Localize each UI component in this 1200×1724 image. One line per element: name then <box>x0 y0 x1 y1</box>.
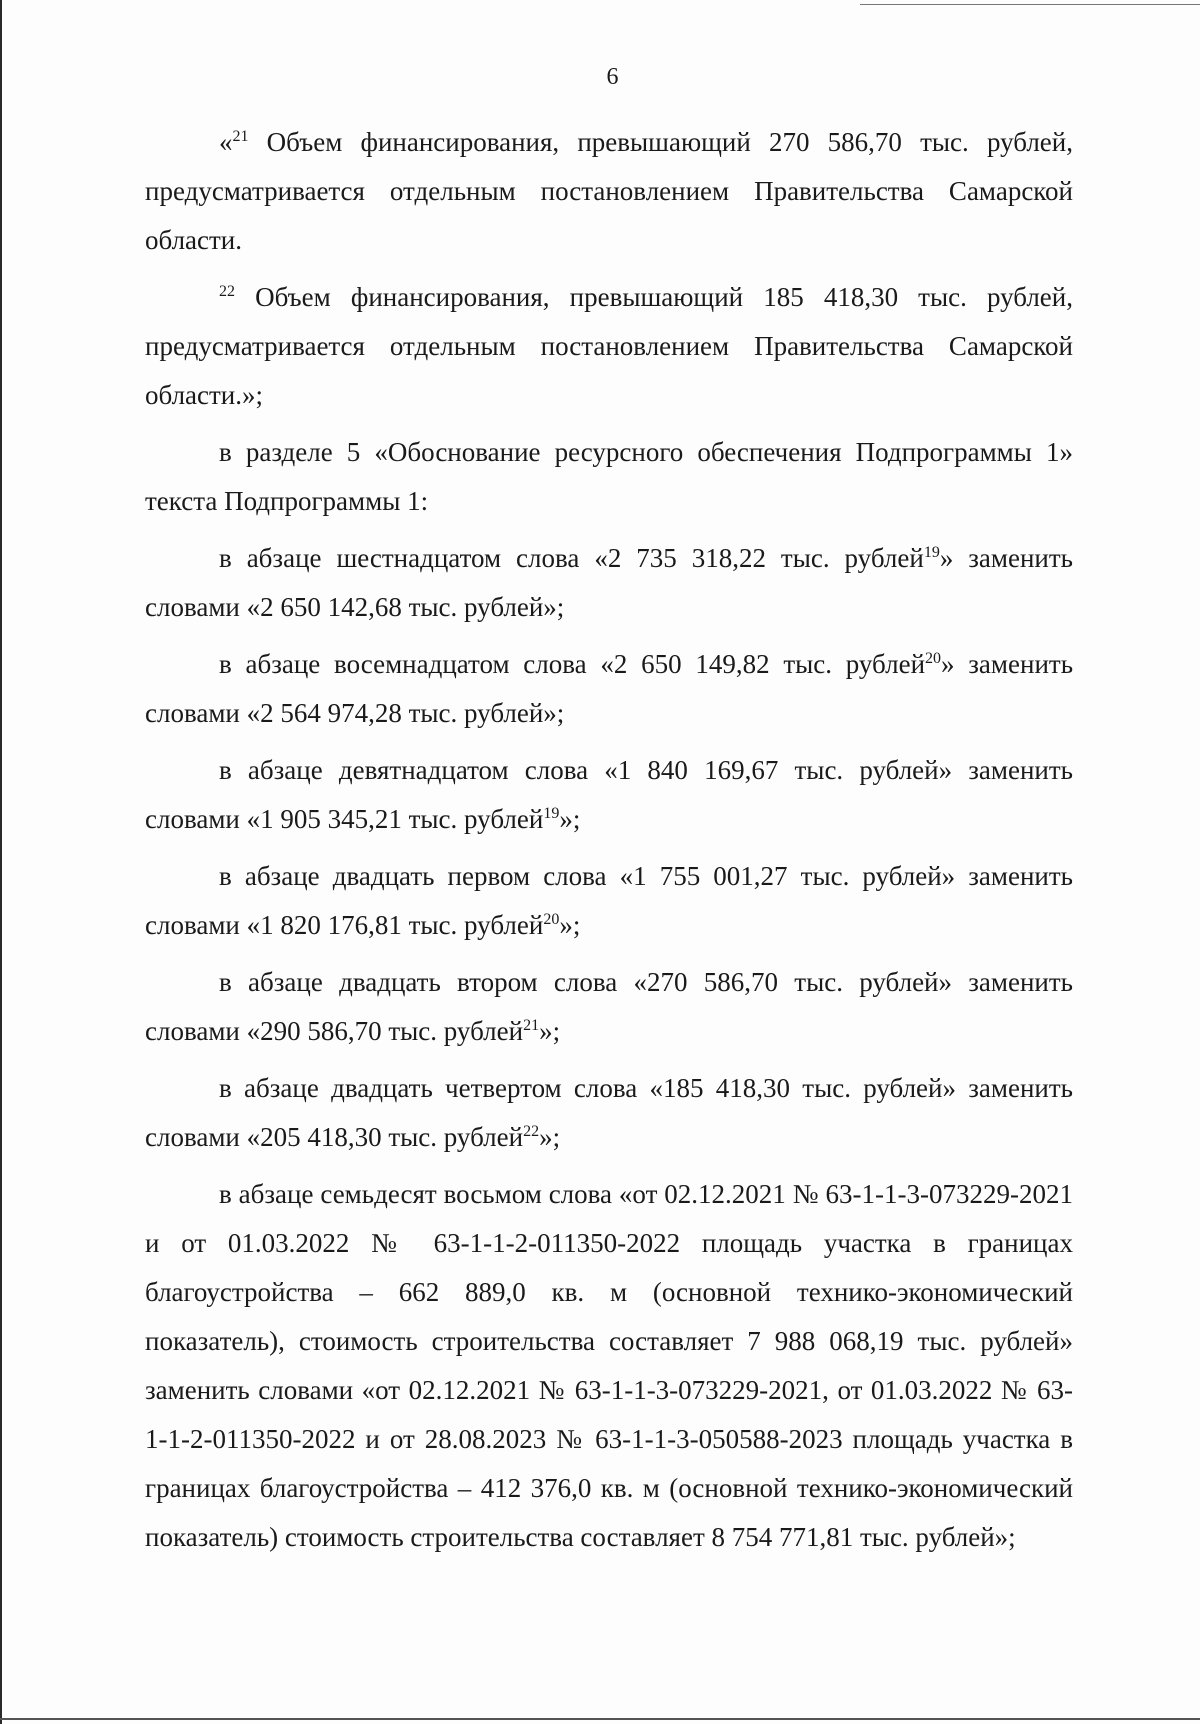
section-5-intro: в разделе 5 «Обоснование ресурсного обеспечения Подпрограммы 1» текста Подпрограммы 1: <box>145 437 1073 516</box>
amendment-text: » заменить словами «2 650 142,68 тыс. рублей»; <box>145 543 1073 622</box>
amendment-text: в абзаце шестнадцатом слова «2 735 318,22 тыс. рублей <box>219 543 924 573</box>
footnote-marker: 19 <box>543 805 560 822</box>
document-body <box>145 118 1073 1562</box>
footnote-22 <box>145 273 1073 420</box>
amendment-text: » заменить словами «2 564 974,28 тыс. рублей»; <box>145 649 1074 728</box>
scan-bottom-edge <box>0 1718 1200 1720</box>
amendment-text: »; <box>559 804 581 834</box>
amendment-text: »; <box>539 1016 561 1046</box>
amendment-paragraph-24 <box>145 1064 1073 1162</box>
footnote-text: Объем финансирования, превышающий 270 586,70 тыс. рублей, предусматривается отдельным постановлением Правительства Самарской области. <box>145 127 1073 255</box>
amendment-text: »; <box>559 910 581 940</box>
footnote-marker: 22 <box>219 283 235 300</box>
footnote-marker: 20 <box>543 911 560 928</box>
amendment-paragraph-21 <box>145 852 1073 950</box>
amendment-paragraph-19 <box>145 746 1073 844</box>
scan-left-edge <box>0 0 2 1724</box>
amendment-text: в абзаце девятнадцатом слова «1 840 169,67 тыс. рублей» заменить словами «1 905 345,21 тыс. рублей <box>145 755 1073 834</box>
amendment-text: в абзаце двадцать четвертом слова «185 418,30 тыс. рублей» заменить словами «205 418,30 тыс. рублей <box>145 1073 1073 1152</box>
footnote-marker: 22 <box>523 1123 540 1140</box>
amendment-text: в абзаце двадцать первом слова «1 755 001,27 тыс. рублей» заменить словами «1 820 176,81 тыс. рублей <box>145 861 1073 940</box>
amendment-text: в абзаце двадцать втором слова «270 586,70 тыс. рублей» заменить словами «290 586,70 тыс. рублей <box>145 967 1073 1046</box>
scan-top-edge <box>860 4 1200 5</box>
amendment-text: »; <box>539 1122 561 1152</box>
footnote-marker: 21 <box>232 128 249 145</box>
amendment-paragraph-16 <box>145 534 1073 632</box>
footnote-marker: 19 <box>923 544 940 561</box>
footnote-marker: 21 <box>523 1017 540 1034</box>
footnote-marker: 20 <box>925 650 942 667</box>
page-number: 6 <box>606 64 619 90</box>
open-quote: « <box>219 127 233 157</box>
amendment-paragraph-78: в абзаце семьдесят восьмом слова «от 02.12.2021 № 63-1-1-3-073229-2021 и от 01.03.2022 № 63-1-1-2-011350-2022 площадь участка в границах благоустройства – 662 889,0 кв. м (основной технико-экономический показатель), стоимость строительства составляет 7 988 068,19 тыс. рублей» заменить словами «от 02.12.2021 № 63-1-1-3-073229-2021, от 01.03.2022 № 63-1-1-2-011350-2022 и от 28.08.2023 № 63-1-1-3-050588-2023 площадь участка в границах благоустройства – 412 376,0 кв. м (основной технико-экономический показатель) стоимость строительства составляет 8 754 771,81 тыс. рублей»; <box>145 1179 1073 1552</box>
amendment-paragraph-18 <box>145 640 1073 738</box>
footnote-21 <box>145 118 1073 265</box>
amendment-paragraph-22 <box>145 958 1073 1056</box>
amendment-text: в абзаце восемнадцатом слова «2 650 149,82 тыс. рублей <box>219 649 926 679</box>
footnote-text: Объем финансирования, превышающий 185 418,30 тыс. рублей, предусматривается отдельным постановлением Правительства Самарской области.»; <box>145 282 1073 410</box>
